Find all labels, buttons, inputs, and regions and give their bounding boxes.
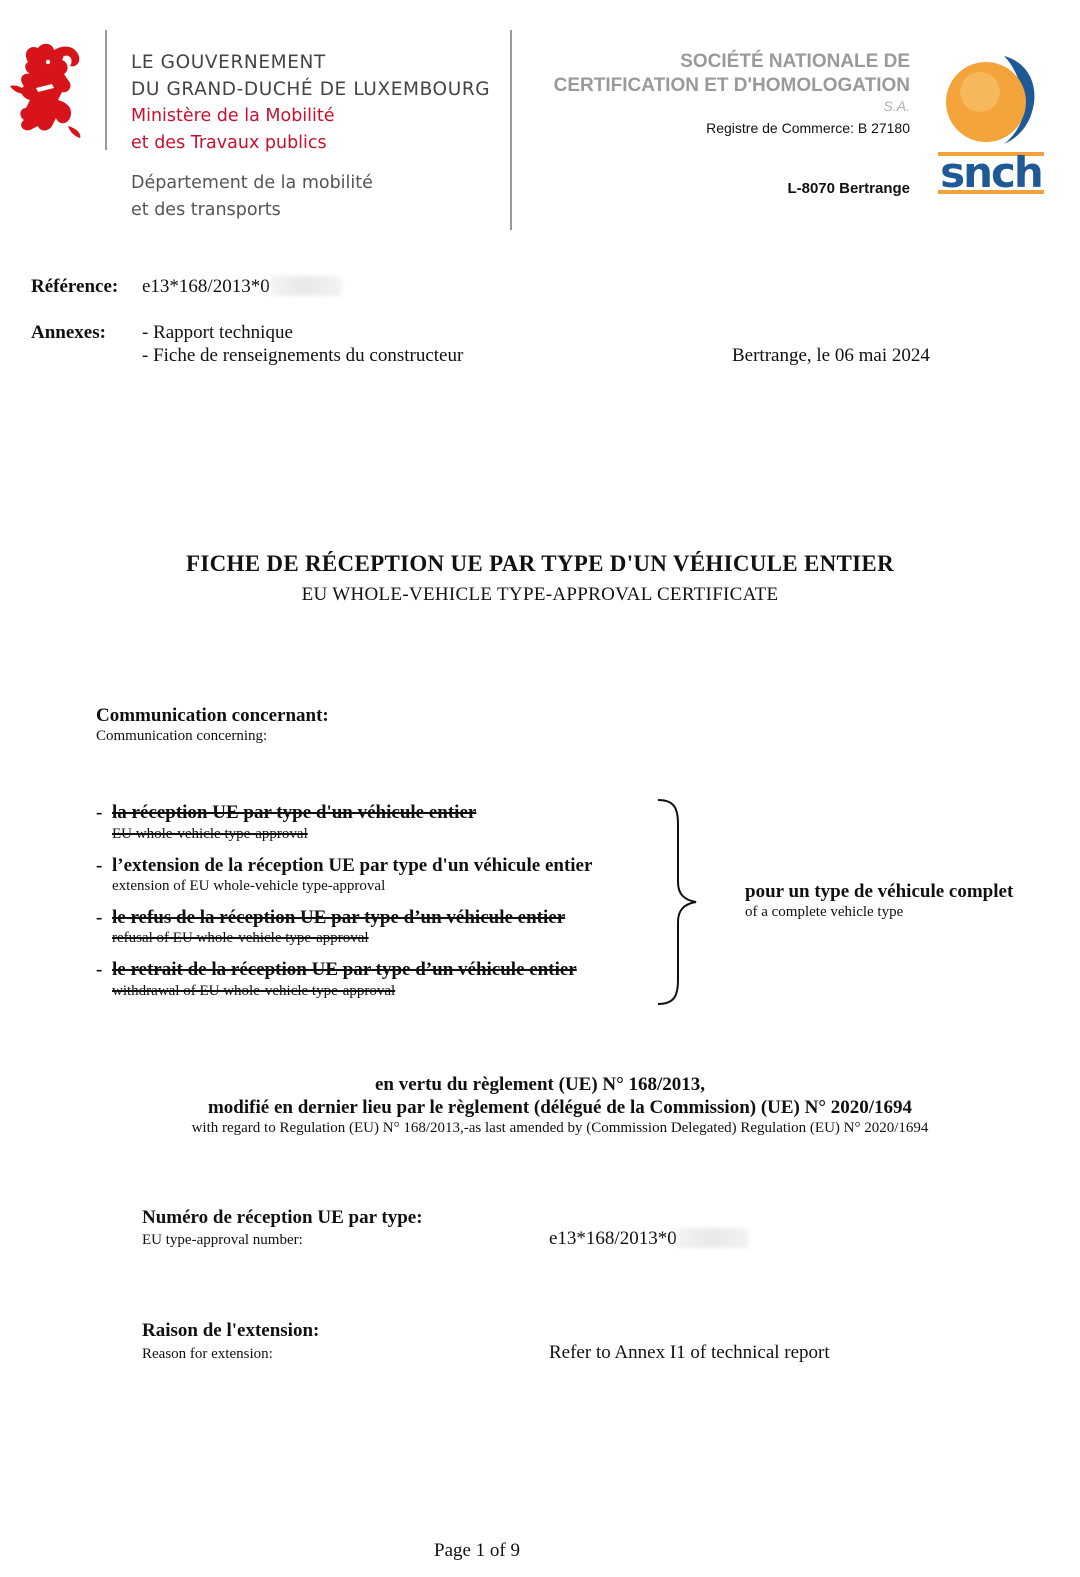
regulation-en: with regard to Regulation (EU) N° 168/2013,-as last amended by (Commission Delegated) Regulation (EU) N° 2020/1694	[191, 1120, 929, 1136]
government-name-line2: DU GRAND-DUCHÉ DE LUXEMBOURG	[131, 79, 491, 100]
government-name-line1: LE GOUVERNEMENT	[131, 52, 326, 73]
place-date: Bertrange, le 06 mai 2024	[732, 345, 930, 366]
communication-item-en: refusal of EU whole-vehicle type-approval	[112, 930, 369, 946]
communication-item-en: withdrawal of EU whole-vehicle type-approval	[112, 983, 396, 999]
snch-logo-text: snch	[940, 148, 1042, 197]
extension-reason-value: Refer to Annex I1 of technical report	[549, 1342, 830, 1363]
regulation-line1: en vertu du règlement (UE) N° 168/2013,	[374, 1074, 706, 1095]
communication-item-en: EU whole-vehicle type-approval	[112, 826, 308, 842]
snch-block	[520, 50, 910, 197]
header-divider-middle	[510, 30, 512, 230]
department-name-line2: et des transports	[131, 200, 281, 220]
government-block	[131, 49, 511, 224]
reference-value: e13*168/2013*0	[142, 276, 270, 297]
extension-reason-label-en: Reason for extension:	[142, 1346, 273, 1362]
curly-brace	[652, 798, 702, 1006]
regulation-line2: modifié en dernier lieu par le règlement (délégué de la Commission) (UE) N° 2020/1694	[207, 1097, 912, 1118]
annexes-label: Annexes:	[31, 322, 106, 343]
item-bullet: -	[96, 802, 103, 823]
redacted-area	[270, 276, 342, 296]
communication-item-en: extension of EU whole-vehicle type-approval	[112, 878, 386, 894]
redacted-area	[677, 1228, 749, 1248]
vehicle-scope-en: of a complete vehicle type	[745, 904, 904, 920]
snch-address: L-8070 Bertrange	[787, 180, 910, 197]
item-bullet: -	[96, 907, 103, 928]
snch-logo	[936, 52, 1046, 198]
item-bullet: -	[96, 855, 103, 876]
certificate-title: FICHE DE RÉCEPTION UE PAR TYPE D'UN VÉHICULE ENTIER	[186, 551, 894, 576]
snch-legal-form: S.A.	[883, 98, 910, 114]
annex-item: - Fiche de renseignements du constructeur	[142, 345, 464, 366]
certificate-title-en: EU WHOLE-VEHICLE TYPE-APPROVAL CERTIFICATE	[301, 584, 779, 605]
page-number: Page 1 of 9	[434, 1540, 521, 1561]
item-bullet: -	[96, 959, 103, 980]
approval-number-label-en: EU type-approval number:	[142, 1232, 303, 1248]
snch-name-line2: CERTIFICATION ET D'HOMOLOGATION	[553, 75, 910, 96]
communication-label: Communication concernant:	[96, 705, 329, 726]
department-name-line1: Département de la mobilité	[131, 173, 373, 193]
annex-item: - Rapport technique	[142, 322, 293, 343]
reference-value-row	[142, 276, 342, 298]
snch-register: Registre de Commerce: B 27180	[706, 120, 910, 136]
approval-number-value: e13*168/2013*0	[549, 1228, 677, 1249]
snch-name-line1: SOCIÉTÉ NATIONALE DE	[680, 51, 910, 72]
communication-item-fr: la réception UE par type d'un véhicule entier	[112, 802, 477, 823]
approval-number-row	[549, 1228, 749, 1250]
communication-item-fr: le refus de la réception UE par type d’un véhicule entier	[112, 907, 566, 928]
header-divider-left	[105, 30, 107, 150]
communication-label-en: Communication concerning:	[96, 728, 268, 744]
reference-label: Référence:	[31, 276, 119, 297]
approval-number-label: Numéro de réception UE par type:	[142, 1207, 423, 1228]
luxembourg-lion-logo	[8, 40, 88, 138]
communication-item-fr: l’extension de la réception UE par type d'un véhicule entier	[112, 855, 593, 876]
extension-reason-label: Raison de l'extension:	[142, 1320, 320, 1341]
ministry-name-line2: et des Travaux publics	[131, 133, 327, 153]
vehicle-scope: pour un type de véhicule complet	[745, 881, 1014, 902]
ministry-name-line1: Ministère de la Mobilité	[131, 106, 335, 126]
communication-item-fr: le retrait de la réception UE par type d’un véhicule entier	[112, 959, 577, 980]
